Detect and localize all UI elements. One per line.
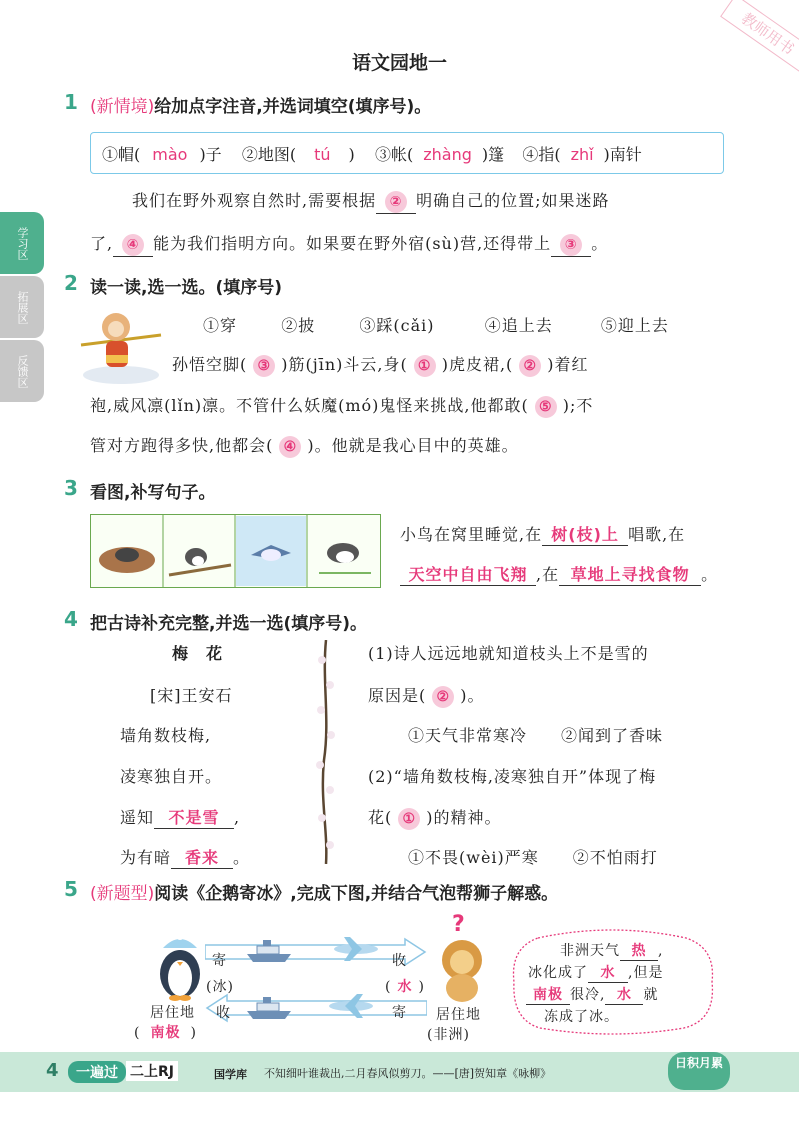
option: ②披 <box>281 316 316 335</box>
answer-blank[interactable]: 南极 <box>526 984 570 1005</box>
question-title-3: 看图,补写句子。 <box>90 483 216 503</box>
bubble-line-1 <box>560 940 663 961</box>
answer-circle: ① <box>414 355 436 377</box>
answer-blank[interactable]: 草地上寻找食物 <box>559 562 701 586</box>
answer-blank[interactable] <box>551 234 591 257</box>
footer-quote: 不知细叶谁裁出,二月春风似剪刀。——[唐]贺知章《咏柳》 <box>264 1067 552 1080</box>
penguin-illustration <box>155 932 205 1002</box>
question-title-2: 读一读,选一选。(填序号) <box>90 278 282 298</box>
answer-circle: ② <box>519 355 541 377</box>
pinyin-answer: tú <box>314 145 331 164</box>
poem-line-3 <box>120 805 240 829</box>
q2-options <box>203 313 669 336</box>
text: 了, <box>90 234 114 253</box>
poem-line-1: 墙角数枝梅, <box>120 726 212 745</box>
option: ①穿 <box>203 316 238 335</box>
pinyin-answer: mào <box>152 145 188 164</box>
bubble-line-2 <box>528 962 663 983</box>
pinyin-answer: zhǐ <box>570 145 594 164</box>
footer-section: 国学库 <box>214 1068 247 1081</box>
text: ( <box>385 979 392 995</box>
monkey-king-illustration <box>76 305 166 385</box>
plane-icon <box>330 935 382 967</box>
option: ③踩(cǎi) <box>359 316 435 335</box>
poem-author: [宋]王安石 <box>150 686 233 705</box>
ship-icon <box>245 938 293 968</box>
receive-label-bottom: 收 <box>216 1005 231 1021</box>
answer-blank[interactable]: 树(枝)上 <box>542 522 628 546</box>
answer-circle: ④ <box>279 436 301 458</box>
side-tab-extend[interactable]: 拓展区 <box>0 276 44 338</box>
receive-label-top: 收 <box>392 953 407 969</box>
right-home-label: 居住地 <box>436 1007 481 1023</box>
poem-line-4 <box>120 845 250 869</box>
ship-icon <box>245 995 293 1025</box>
text: 非洲天气 <box>560 943 620 959</box>
text: );不 <box>562 396 594 415</box>
pinyin-item-pre: ④指( <box>522 145 561 164</box>
side-tab-study[interactable]: 学习区 <box>0 212 44 274</box>
q4-sub1-options: ①天气非常寒冷 ②闻到了香味 <box>408 726 664 745</box>
text: 。 <box>701 565 719 584</box>
answer-blank[interactable]: 香来 <box>171 845 233 869</box>
text: 能为我们指明方向。如果要在野外宿(sù)营,还得带上 <box>153 234 552 253</box>
text: )虎皮裙,( <box>441 355 514 374</box>
q2-line-1 <box>172 352 589 377</box>
answer-blank[interactable] <box>376 191 416 214</box>
text: 袍,威风凛(lǐn)凛。不管什么妖魔(mó)鬼怪来挑战,他都敢( <box>90 396 529 415</box>
pinyin-row <box>102 142 642 165</box>
q1-line-1 <box>132 188 610 214</box>
answer-circle: ⑤ <box>535 396 557 418</box>
ice-label: (冰) <box>206 979 234 995</box>
q4-sub1-line-1: (1)诗人远远地就知道枝头上不是雪的 <box>368 644 649 663</box>
page-number: 4 <box>46 1060 59 1081</box>
bird-pictures <box>90 514 381 588</box>
answer-text: 南极 <box>150 1025 181 1041</box>
grade-label: 二上RJ <box>126 1061 178 1081</box>
pinyin-item-pre: ①帽( <box>102 145 141 164</box>
left-home-label: 居住地 <box>150 1005 195 1021</box>
text: 明确自己的位置;如果迷路 <box>416 191 610 210</box>
text: 就 <box>643 987 659 1003</box>
q2-line-2 <box>90 393 593 418</box>
poem-title: 梅 花 <box>172 644 224 663</box>
pinyin-item-post: ) <box>348 145 355 164</box>
side-tab-feedback[interactable]: 反馈区 <box>0 340 44 402</box>
lion-illustration <box>432 938 492 1002</box>
q1-line-2 <box>90 231 608 257</box>
text: 我们在野外观察自然时,需要根据 <box>132 191 377 210</box>
send-label-bottom: 寄 <box>392 1005 407 1021</box>
text: )着红 <box>547 355 589 374</box>
question-title-4: 把古诗补充完整,并选一选(填序号)。 <box>90 614 367 634</box>
option: ④追上去 <box>484 316 553 335</box>
pinyin-answer: zhàng <box>423 145 472 164</box>
corner-stamp: 教师用书 <box>720 0 799 73</box>
text: 唱歌,在 <box>628 525 686 544</box>
text: 花( <box>368 808 393 827</box>
answer-blank[interactable]: 热 <box>620 940 658 961</box>
answer-circle: ③ <box>253 355 275 377</box>
text: )。 <box>460 686 485 705</box>
pinyin-item-post: )子 <box>199 145 222 164</box>
question-number-4: 4 <box>64 607 78 631</box>
q4-sub2-line-2 <box>368 805 502 830</box>
send-label-top: 寄 <box>212 953 227 969</box>
q2-line-3 <box>90 433 519 458</box>
pinyin-item-post: )篷 <box>481 145 505 164</box>
answer-blank[interactable]: 水 <box>588 962 628 983</box>
text: 遥知 <box>120 808 155 827</box>
text: , <box>658 943 664 959</box>
text: 孙悟空脚( <box>172 355 248 374</box>
pinyin-item-pre: ③帐( <box>374 145 414 164</box>
answer-blank[interactable]: 水 <box>605 984 643 1005</box>
text: )。他就是我心目中的英雄。 <box>307 436 519 455</box>
answer-blank[interactable]: 天空中自由飞翔 <box>400 562 536 586</box>
plum-branch-illustration <box>312 640 340 864</box>
question-text: 阅读《企鹅寄冰》,完成下图,并结合气泡帮狮子解惑。 <box>154 884 559 904</box>
q3-line-2 <box>400 562 718 586</box>
text: 为有暗 <box>120 848 172 867</box>
answer-circle: ④ <box>122 234 144 256</box>
text: 小鸟在窝里睡觉,在 <box>400 525 543 544</box>
page-title: 语文园地一 <box>351 52 447 74</box>
text: 管对方跑得多快,他都会( <box>90 436 274 455</box>
text: 很冷, <box>570 987 606 1003</box>
pinyin-item-pre: ②地图( <box>241 145 297 164</box>
brand-badge: 一遍过 <box>68 1061 126 1083</box>
answer-circle: ③ <box>560 234 582 256</box>
poem-line-2: 凌寒独自开。 <box>120 767 223 786</box>
text: 。 <box>233 848 251 867</box>
text: )筋(jīn)斗云,身( <box>281 355 408 374</box>
text: , <box>234 808 241 827</box>
text: 。 <box>591 234 609 253</box>
q3-line-1 <box>400 522 685 546</box>
text: )的精神。 <box>426 808 502 827</box>
bubble-line-4: 冻成了冰。 <box>544 1009 619 1025</box>
question-number-1: 1 <box>64 90 78 114</box>
text: ) <box>418 979 425 995</box>
daily-accumulation-badge: 日积月累 <box>668 1052 730 1090</box>
right-home-place: (非洲) <box>427 1027 470 1043</box>
option: ⑤迎上去 <box>600 316 669 335</box>
q4-sub1-line-2 <box>368 683 485 708</box>
text: 原因是( <box>368 686 427 705</box>
answer-blank[interactable]: 不是雪 <box>154 805 234 829</box>
question-number-2: 2 <box>64 271 78 295</box>
question-tag: (新题型) <box>90 884 155 904</box>
left-home-answer: ( 南极 ) <box>134 1025 197 1041</box>
question-title-1 <box>90 92 431 117</box>
question-number-3: 3 <box>64 476 78 500</box>
answer-circle: ① <box>398 808 420 830</box>
text: 冰化成了 <box>528 965 588 981</box>
q4-sub2-line-1: (2)“墙角数枝梅,凌寒独自开”体现了梅 <box>368 767 657 786</box>
answer-blank[interactable] <box>113 234 153 257</box>
text: ,在 <box>536 565 560 584</box>
pinyin-item-post: )南针 <box>603 145 642 164</box>
question-tag: (新情境) <box>90 97 155 117</box>
question-number-5: 5 <box>64 877 78 901</box>
question-title-5 <box>90 879 558 904</box>
text: ,但是 <box>628 965 664 981</box>
question-mark-icon: ? <box>452 912 465 937</box>
q4-sub2-options: ①不畏(wèi)严寒 ②不怕雨打 <box>408 848 658 867</box>
answer-circle: ② <box>432 686 454 708</box>
plane-icon <box>325 992 377 1024</box>
answer-circle: ② <box>385 191 407 213</box>
answer-text: 水 <box>397 979 413 995</box>
water-label <box>385 976 425 996</box>
question-text: 给加点字注音,并选词填空(填序号)。 <box>154 97 432 117</box>
bubble-line-3 <box>526 984 658 1005</box>
